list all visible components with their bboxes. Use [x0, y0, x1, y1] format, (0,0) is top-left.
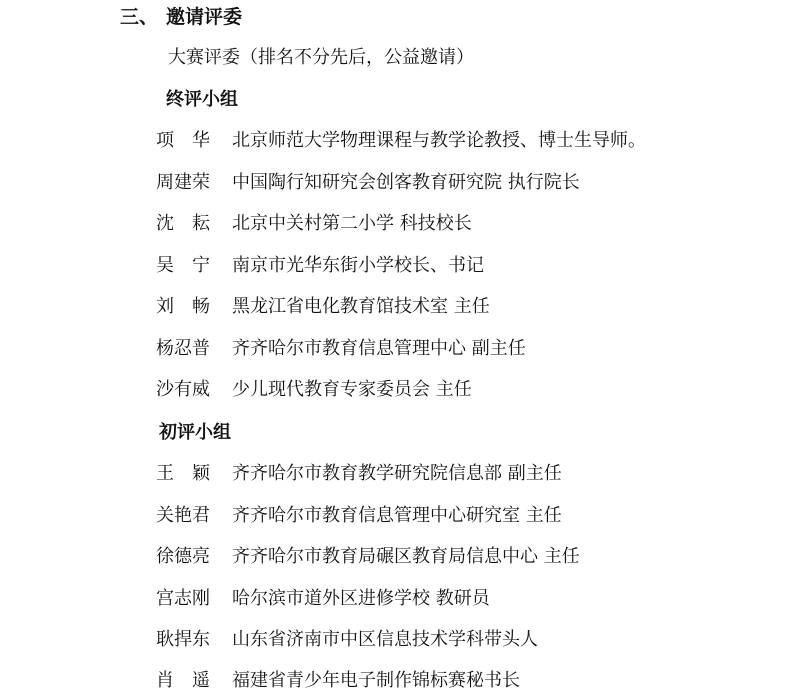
judge-name: 刘 畅	[156, 296, 210, 317]
judge-role: 北京中关村第二小学 科技校长	[232, 213, 472, 234]
section-heading	[120, 4, 242, 30]
section-number: 三、	[120, 6, 159, 28]
judge-name: 关艳君	[156, 505, 210, 526]
judge-row	[156, 294, 490, 320]
judge-row	[156, 336, 526, 362]
judge-name: 项 华	[156, 130, 210, 151]
judge-row	[156, 544, 580, 570]
judge-role: 黑龙江省电化教育馆技术室 主任	[232, 296, 490, 317]
final-group-title: 终评小组	[166, 89, 238, 110]
judge-name: 周建荣	[156, 172, 210, 193]
judge-name: 耿捍东	[156, 629, 210, 650]
judge-name: 杨忍普	[156, 338, 210, 359]
judge-row	[156, 128, 646, 154]
judge-role: 山东省济南市中区信息技术学科带头人	[232, 629, 538, 650]
judge-row	[156, 627, 538, 653]
judge-name: 王 颖	[156, 463, 210, 484]
judge-role: 齐齐哈尔市教育信息管理中心研究室 主任	[232, 505, 562, 526]
section-title: 邀请评委	[166, 6, 243, 28]
judge-name: 吴 宁	[156, 255, 210, 276]
judge-name: 沈 耘	[156, 213, 210, 234]
judge-role: 齐齐哈尔市教育局碾区教育局信息中心 主任	[232, 546, 580, 567]
intro-text: 大赛评委（排名不分先后，公益邀请）	[168, 47, 474, 68]
judge-row	[156, 668, 520, 694]
judge-role: 福建省青少年电子制作锦标赛秘书长	[232, 670, 520, 691]
judge-role: 齐齐哈尔市教育信息管理中心 副主任	[232, 338, 526, 359]
judge-name: 徐德亮	[156, 546, 210, 567]
preliminary-group-title: 初评小组	[159, 422, 231, 443]
judge-name: 肖 遥	[156, 670, 210, 691]
judge-row	[156, 377, 472, 403]
judge-row	[156, 586, 490, 612]
judge-role: 少儿现代教育专家委员会 主任	[232, 379, 472, 400]
judge-role: 中国陶行知研究会创客教育研究院 执行院长	[232, 172, 580, 193]
judge-role: 哈尔滨市道外区进修学校 教研员	[232, 588, 490, 609]
judge-role: 北京师范大学物理课程与教学论教授、博士生导师。	[232, 130, 646, 151]
judge-row	[156, 253, 484, 279]
judge-row	[156, 211, 472, 237]
judge-row	[156, 461, 562, 487]
judge-role: 齐齐哈尔市教育教学研究院信息部 副主任	[232, 463, 562, 484]
judge-role: 南京市光华东街小学校长、书记	[232, 255, 484, 276]
judge-row	[156, 170, 580, 196]
judge-name: 沙有威	[156, 379, 210, 400]
judge-name: 宫志刚	[156, 588, 210, 609]
judge-row	[156, 503, 562, 529]
